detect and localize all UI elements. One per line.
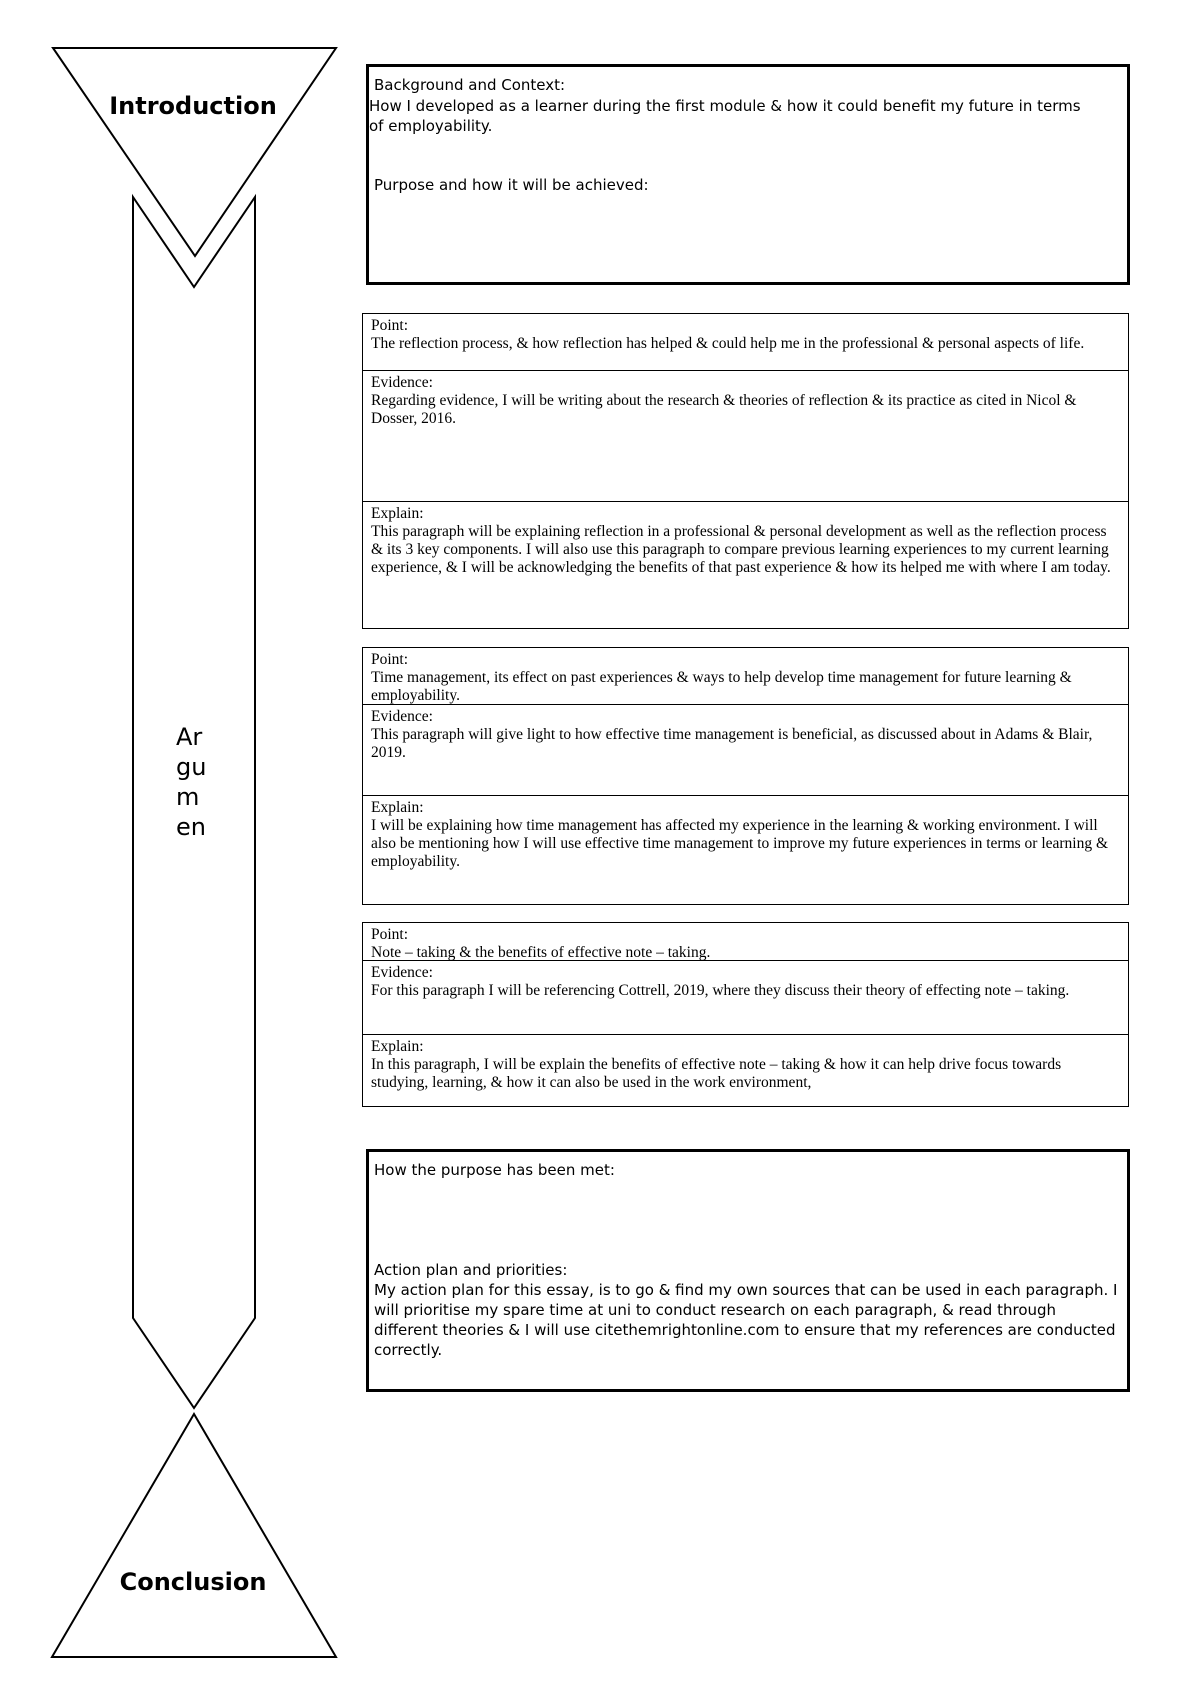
explain-cell [363,795,1128,904]
purpose-label: Purpose and how it will be achieved: [374,176,649,194]
point-cell [363,923,1128,960]
point-text: Time management, its effect on past experiences & ways to help develop time management for future learning & employability. [371,669,1072,704]
evidence-cell [363,960,1128,1034]
explain-text: In this paragraph, I will be explain the benefits of effective note – taking & how it can help drive focus towards studying, learning, & how it can also be used in the work environment, [371,1056,1062,1091]
evidence-text: This paragraph will give light to how effective time management is beneficial, as discussed about in Adams & Blair, 2019. [371,726,1093,761]
evidence-cell [363,370,1128,501]
explain-cell [363,501,1128,628]
introduction-box [366,64,1130,285]
introduction-triangle [53,48,336,256]
point-label: Point: [371,651,409,668]
conclusion-label: Conclusion [119,1568,267,1596]
explain-label: Explain: [371,799,424,816]
action-plan-label: Action plan and priorities: [374,1261,568,1279]
conclusion-triangle [52,1414,336,1657]
point-cell [363,648,1128,704]
point-label: Point: [371,317,409,334]
evidence-label: Evidence: [371,964,433,981]
argument-section-3 [362,922,1129,1107]
point-label: Point: [371,926,409,943]
argument-section-1 [362,313,1129,629]
conclusion-box [366,1149,1130,1392]
introduction-label: Introduction [109,92,277,120]
evidence-cell [363,704,1128,795]
explain-label: Explain: [371,505,424,522]
point-text: The reflection process, & how reflection has helped & could help me in the professional & personal aspects of life. [371,335,1085,352]
purpose-met-label: How the purpose has been met: [374,1161,615,1179]
explain-text: This paragraph will be explaining reflection in a professional & personal development as well as the reflection process & its 3 key components. I will also use this paragraph to compare previous learning experiences to my current learning experience, & I will be acknowledging the benefits of that past experience & how its helped me with where I am today. [371,523,1111,576]
point-cell [363,314,1128,370]
evidence-label: Evidence: [371,374,433,391]
explain-text: I will be explaining how time management has affected my experience in the learning & working environment. I will also be mentioning how I will use effective time management to improve my future experiences in terms or learning & employability. [371,817,1109,870]
argument-label: Ar gu m en [176,723,207,841]
background-text: How I developed as a learner during the first module & how it could benefit my future in terms of employability. [369,97,1081,135]
point-text: Note – taking & the benefits of effective note – taking. [371,944,711,961]
background-label: Background and Context: [374,76,566,94]
explain-cell [363,1034,1128,1106]
evidence-label: Evidence: [371,708,433,725]
evidence-text: For this paragraph I will be referencing Cottrell, 2019, where they discuss their theory of effecting note – taking. [371,982,1070,999]
evidence-text: Regarding evidence, I will be writing about the research & theories of reflection & its practice as cited in Nicol & Dosser, 2016. [371,392,1077,427]
argument-section-2 [362,647,1129,905]
explain-label: Explain: [371,1038,424,1055]
action-plan-text: My action plan for this essay, is to go & find my own sources that can be used in each paragraph. I will prioritise my spare time at uni to conduct research on each paragraph, & read through different theories & I will use citethemrightonline.com to ensure that my references are conducted correctly. [374,1281,1118,1359]
